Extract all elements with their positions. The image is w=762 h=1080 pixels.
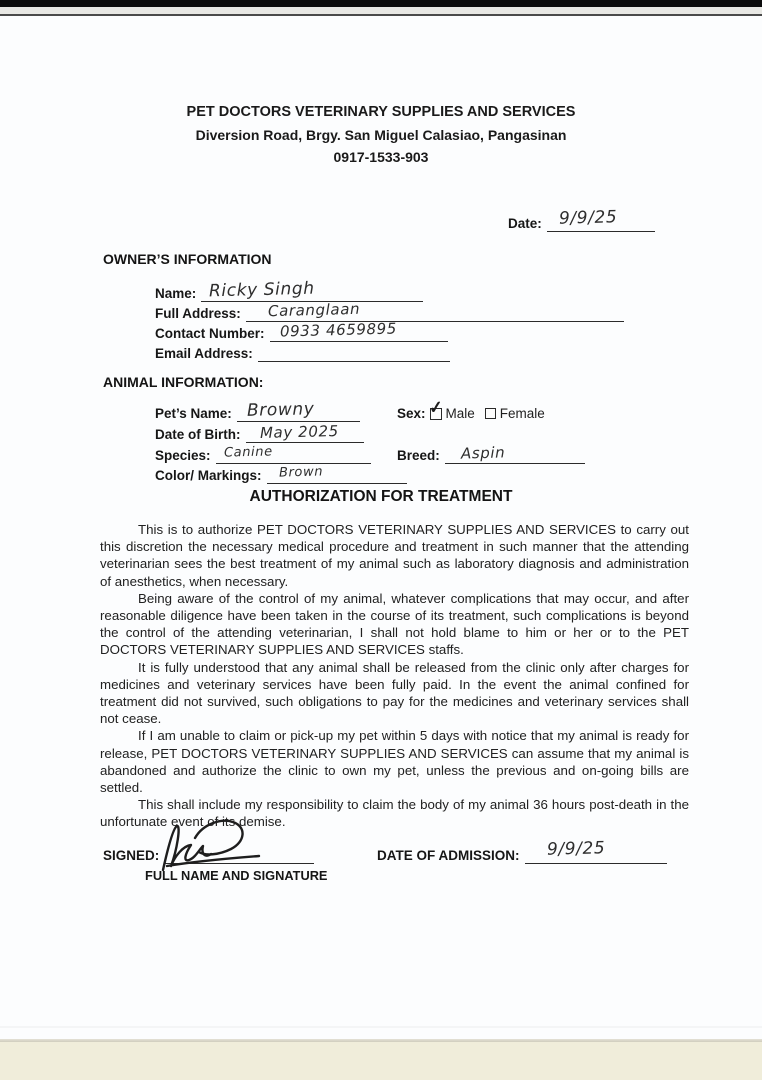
owner-contact-field [155,319,448,342]
paper-top-edge [0,14,762,16]
owner-contact-line [270,319,448,342]
date-label: Date: [508,216,542,231]
paper-crease [0,1026,762,1028]
color-markings-field [155,465,407,484]
male-checkbox [427,396,444,420]
breed-line [445,445,585,464]
owner-email-label: Email Address: [155,346,253,361]
owner-name-line [201,278,423,302]
pet-name-label: Pet’s Name: [155,406,232,421]
owner-address-handwritten-value: Caranglaan [267,299,361,321]
authorization-body [100,521,689,831]
breed-handwritten-value: Aspin [460,443,506,463]
clinic-name: PET DOCTORS VETERINARY SUPPLIES AND SERVICES [186,104,576,120]
owner-section-title: OWNER’S INFORMATION [103,251,272,267]
date-line [547,207,655,232]
clinic-address: Diversion Road, Brgy. San Miguel Calasiao, Pangasinan [195,126,567,143]
authorization-paragraph: If I am unable to claim or pick-up my pet within 5 days with notice that my animal is ready for release, PET DOCTORS VETERINARY SUPPLIES AND SERVICES can assume that my animal is abandoned and authorize the clinic to own my pet, unless the previous and on-going bills are settled. [100,728,689,796]
owner-email-line [258,343,450,362]
color-markings-label: Color/ Markings: [155,468,262,483]
signed-sublabel: FULL NAME AND SIGNATURE [145,868,328,883]
date-of-birth-handwritten-value: May 2025 [259,421,339,443]
date-handwritten-value: 9/9/25 [558,207,618,229]
owner-name-label: Name: [155,286,197,301]
sex-field [397,396,553,422]
date-of-birth-line [246,421,364,443]
owner-address-line [246,299,624,322]
letterhead [0,101,762,169]
admission-date-handwritten-value: 9/9/25 [546,838,606,860]
signed-label: SIGNED: [103,848,160,863]
species-field [155,445,371,464]
animal-section-title: ANIMAL INFORMATION: [103,374,264,390]
owner-contact-label: Contact Number: [155,326,265,341]
date-field [508,207,655,232]
female-checkbox [485,408,496,419]
scanner-edge-top [0,0,762,7]
species-line [216,445,371,464]
species-handwritten-value: Canine [223,444,273,461]
color-markings-line [267,465,407,484]
scanner-edge-gap [0,7,762,14]
owner-address-label: Full Address: [155,306,241,321]
date-of-birth-label: Date of Birth: [155,427,241,442]
authorization-title: AUTHORIZATION FOR TREATMENT [249,488,513,505]
breed-field [397,445,585,464]
sex-option-male-label: Male [445,406,475,421]
admission-date-line [525,838,667,864]
species-label: Species: [155,448,211,463]
owner-email-field [155,343,450,362]
authorization-paragraph: This is to authorize PET DOCTORS VETERINARY SUPPLIES AND SERVICES to carry out this discretion the necessary medical procedure and treatment in such manner that the attending veterinarian sees the best treatment of my animal such as laboratory diagnosis and administration of anesthetics, when necessary. [100,522,689,589]
date-of-birth-field [155,421,364,443]
authorization-paragraph: Being aware of the control of my animal, whatever complications that may occur, and after reasonable diligence have been taken in the course of its treatment, such complications is beyond the control of the attending veterinarian, I shall not hold blame to him or her or to the PET DOCTORS VETERINARY SUPPLIES AND SERVICES staffs. [100,590,689,658]
male-checkmark-icon: ✓ [427,396,444,418]
admission-date-label: DATE OF ADMISSION: [377,848,520,863]
sex-option-female-label: Female [499,406,545,421]
scanner-edge-bottom [0,1042,762,1080]
clinic-phone: 0917-1533-903 [333,149,429,165]
authorization-paragraph: This shall include my responsibility to claim the body of my animal 36 hours post-death in the unfortunate event of its demise. [100,797,689,830]
signature-scribble [147,816,297,874]
owner-name-field [155,278,423,302]
pet-name-line [237,399,360,422]
pet-name-handwritten-value: Browny [246,399,315,421]
color-markings-handwritten-value: Brown [278,464,323,481]
sex-label: Sex: [397,406,426,421]
owner-name-handwritten-value: Ricky Singh [209,278,316,302]
pet-name-field [155,399,360,422]
owner-contact-handwritten-value: 0933 4659895 [279,319,397,341]
authorization-paragraph: It is fully understood that any animal shall be released from the clinic only after charges for medicines and veterinary services have been fully paid. In the event the animal confined for treatment did not survived, such obligations to pay for the medicines and veterinary services shall not cease. [100,659,689,727]
admission-date-field [377,838,667,864]
breed-label: Breed: [397,448,440,463]
